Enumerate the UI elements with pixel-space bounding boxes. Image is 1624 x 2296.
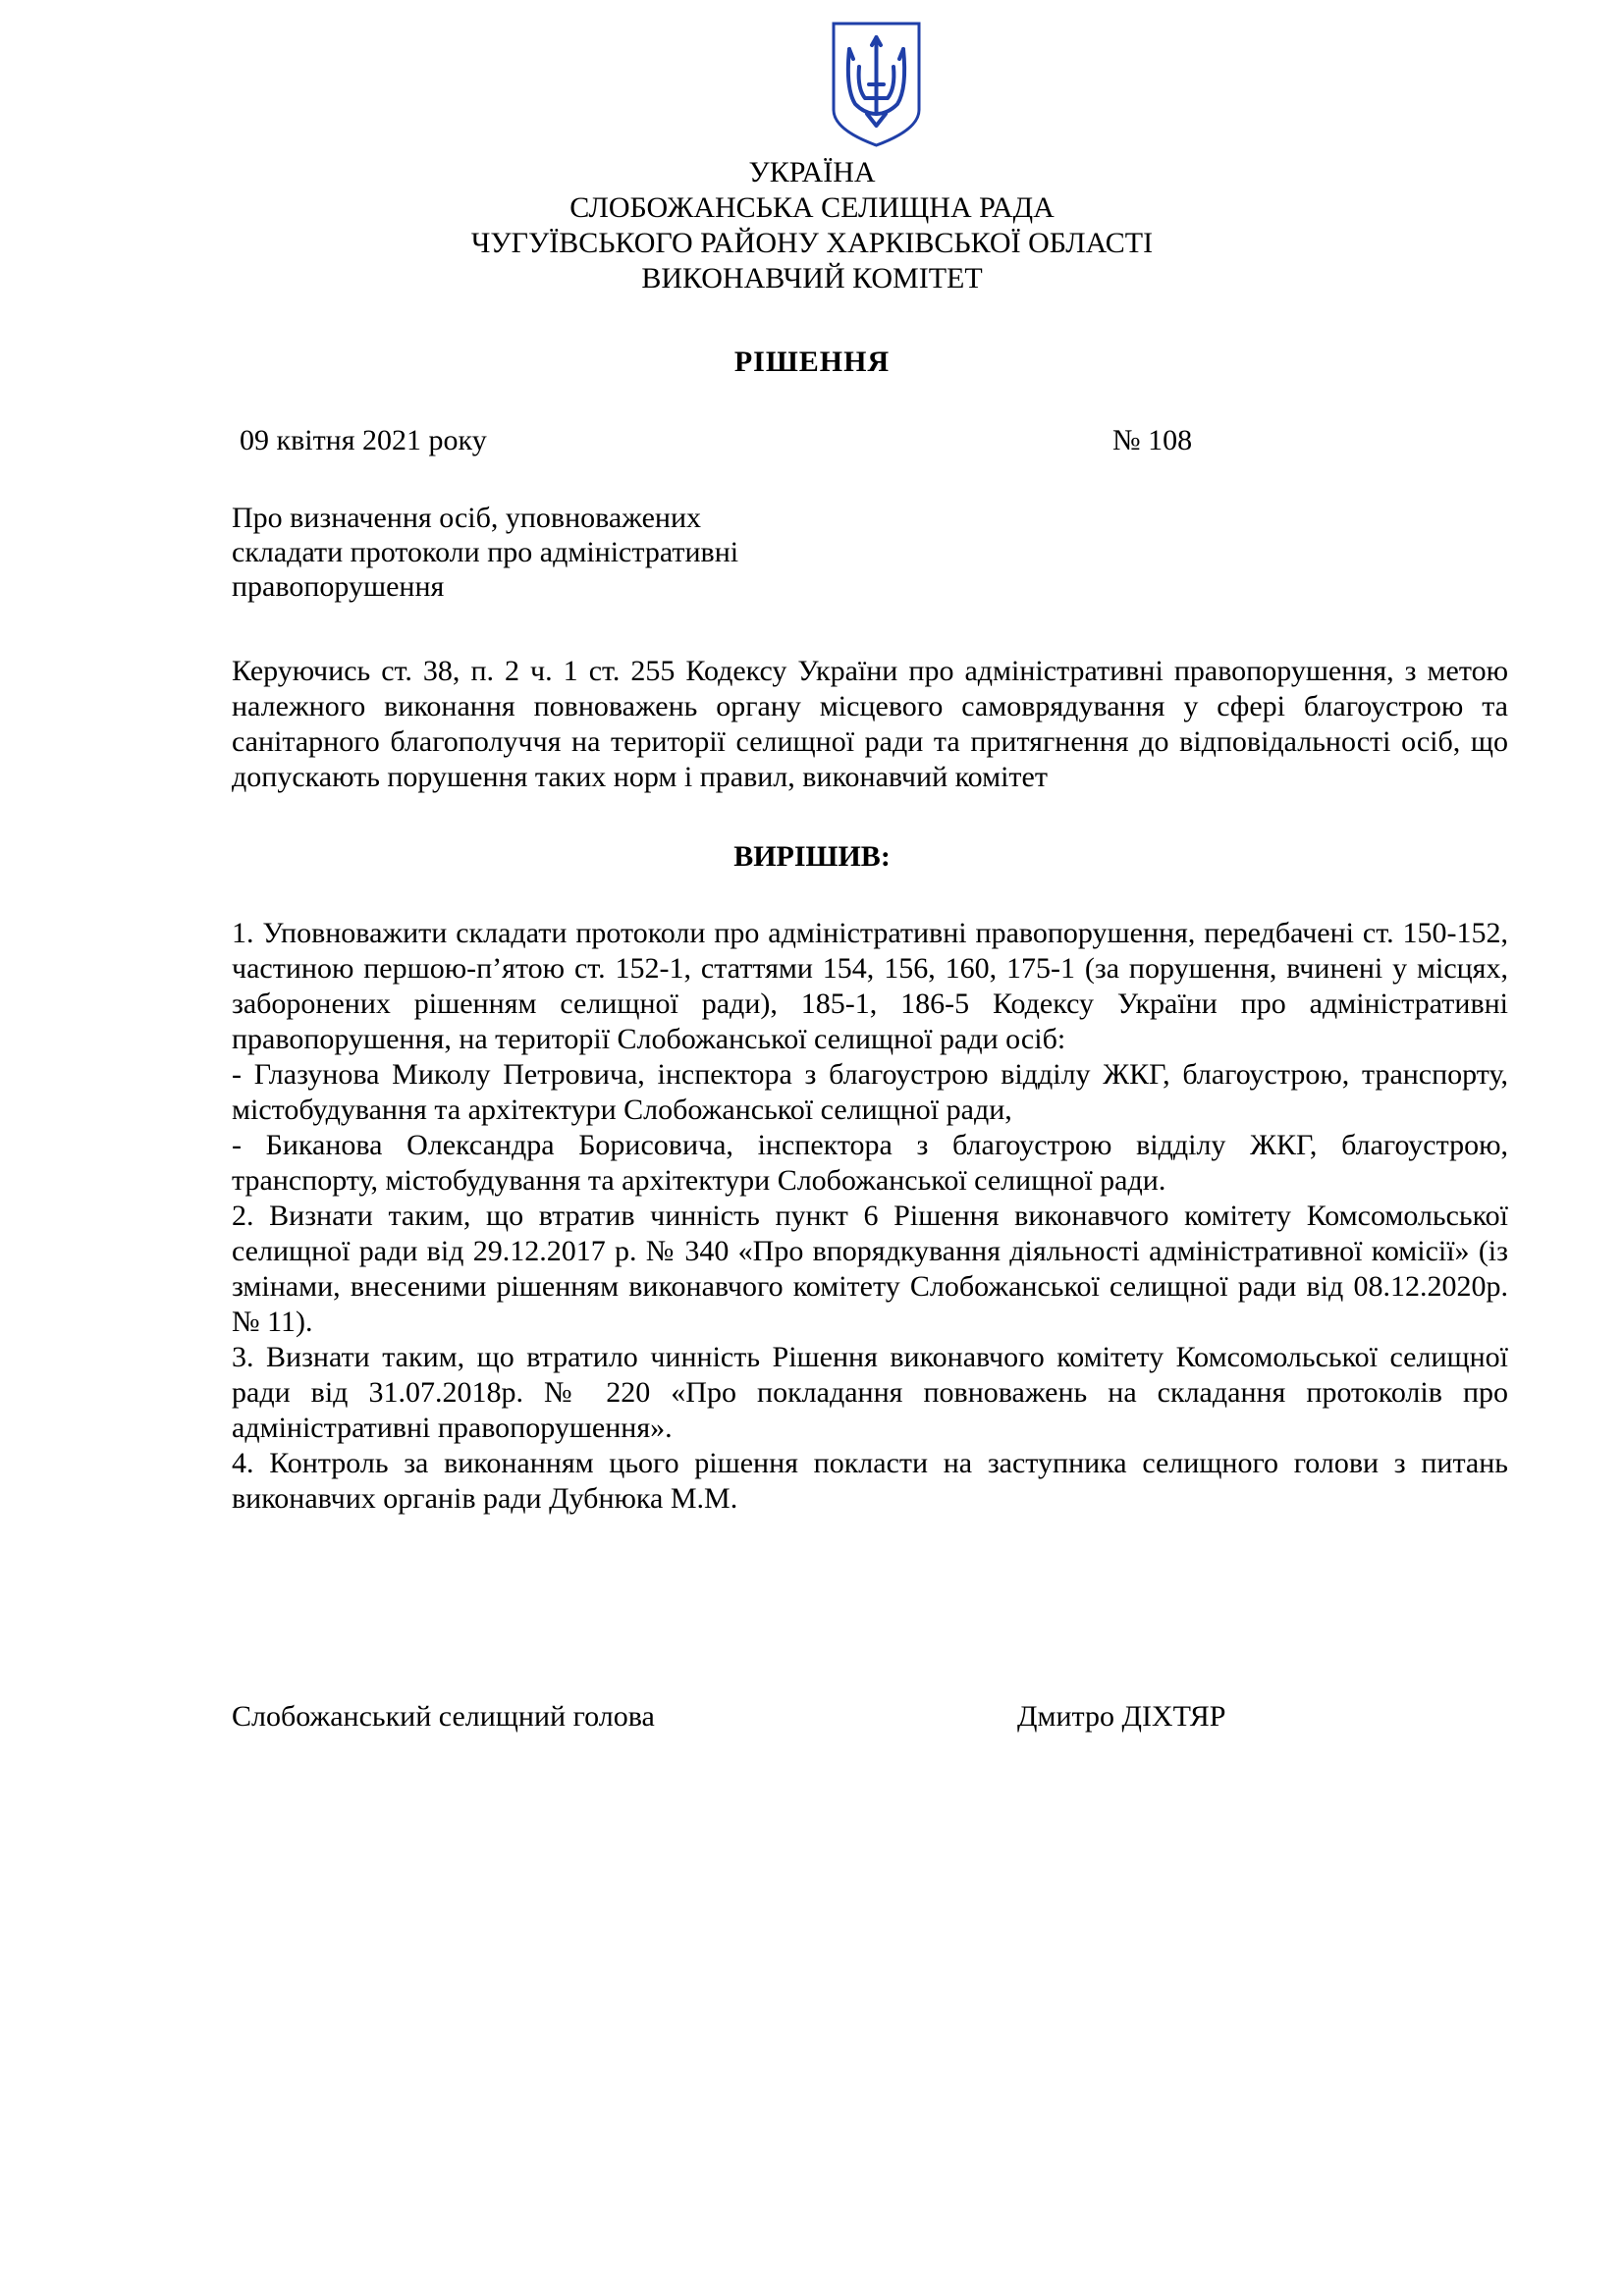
decision-item: - Биканова Олександра Борисовича, інспектора з благоустрою відділу ЖКГ, благоустрою, транспорту, містобудування та архітектури Слобожанської селищної ради. — [232, 1129, 1508, 1197]
subject-line: правопорушення — [232, 570, 445, 603]
decision-item: 3. Визнати таким, що втратило чинність Рішення виконавчого комітету Комсомольської селищної ради від 31.07.2018р. № 220 «Про покладання повноважень на складання протоколів про адміністративні правопорушення». — [232, 1341, 1508, 1444]
document-subject — [232, 501, 738, 604]
document-header — [0, 155, 1624, 296]
document-date: 09 квітня 2021 року — [240, 424, 487, 456]
header-region: ЧУГУЇВСЬКОГО РАЙОНУ ХАРКІВСЬКОЇ ОБЛАСТІ — [470, 227, 1154, 259]
subject-line: складати протоколи про адміністративні — [232, 536, 739, 568]
decision-item: 2. Визнати таким, що втратив чинність пункт 6 Рішення виконавчого комітету Комсомольської селищної ради від 29.12.2017 р. № 340 «Про впорядкування діяльності адміністративної комісії» (із змінами, внесеними рішенням виконавчого комітету Слобожанської селищної ради від 08.12.2020р. № 11). — [232, 1200, 1508, 1338]
subject-line: Про визначення осіб, уповноважених — [232, 502, 701, 534]
decision-item: 4. Контроль за виконанням цього рішення покласти на заступника селищного голови з питань виконавчих органів ради Дубнюка М.М. — [232, 1447, 1508, 1515]
signature-name: Дмитро ДІХТЯР — [1017, 1700, 1226, 1733]
decision-items — [232, 916, 1508, 1517]
ukraine-coat-of-arms-icon — [830, 20, 923, 149]
header-council: СЛОБОЖАНСЬКА СЕЛИЩНА РАДА — [569, 191, 1055, 224]
decision-item: - Глазунова Миколу Петровича, інспектора з благоустрою відділу ЖКГ, благоустрою, транспорту, містобудування та архітектури Слобожанської селищної ради, — [232, 1058, 1508, 1126]
decision-item: 1. Уповноважити складати протоколи про адміністративні правопорушення, передбачені ст. 150-152, частиною першою-п’ятою ст. 152-1, статтями 154, 156, 160, 175-1 (за порушення, вчинені у місцях, заборонених рішенням селищної ради), 185-1, 186-5 Кодексу України про адміністративні правопорушення, на території Слобожанської селищної ради осіб: — [232, 917, 1508, 1055]
header-committee: ВИКОНАВЧИЙ КОМІТЕТ — [641, 262, 983, 294]
decided-heading: ВИРІШИВ: — [733, 840, 891, 873]
preamble-paragraph: Керуючись ст. 38, п. 2 ч. 1 ст. 255 Кодексу України про адміністративні правопорушення, з метою належного виконання повноважень органу місцевого самоврядування у сфері благоустрою та санітарного благополуччя на території селищної ради та притягнення до відповідальності осіб, що допускають порушення таких норм і правил, виконавчий комітет — [232, 655, 1508, 793]
signature-title: Слобожанський селищний голова — [232, 1700, 655, 1733]
header-country: УКРАЇНА — [748, 156, 876, 188]
document-number: № 108 — [1112, 424, 1193, 456]
document-type-title: РІШЕННЯ — [733, 346, 891, 378]
